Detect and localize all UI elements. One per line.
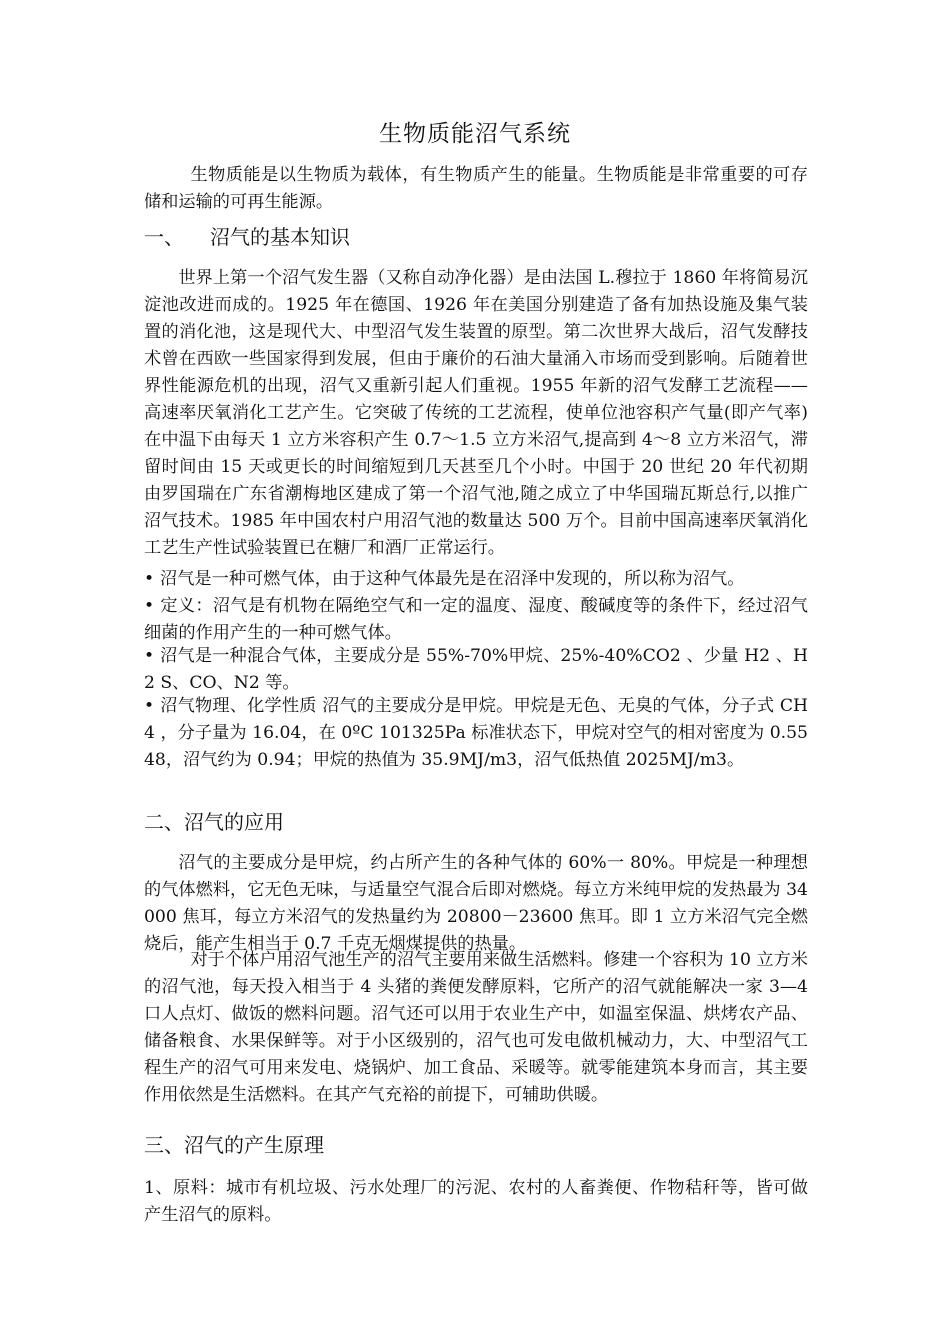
- bullet-dot: •: [144, 696, 155, 716]
- section-1-number: 一、: [144, 225, 184, 249]
- bullet-item: • 沼气是一种可燃气体，由于这种气体最先是在沼泽中发现的，所以称为沼气。: [144, 566, 808, 593]
- bullet-dot: •: [144, 646, 155, 666]
- bullet-dot: •: [144, 569, 155, 589]
- document-title: 生物质能沼气系统: [379, 121, 571, 147]
- section-1-paragraph: 世界上第一个沼气发生器（又称自动净化器）是由法国 L.穆拉于 1860 年将简易沉淀池改进而成的。1925 年在德国、1926 年在美国分别建造了备有加热设施及集气装置的消化池，这是现代大、中型沼气发生装置的原型。第二次世界大战后，沼气发酵技术曾在西欧一些国家得到发展，但由于廉价的石油大量涌入市场而受到影响。后随着世界性能源危机的出现，沼气又重新引起人们重视。1955 年新的沼气发酵工艺流程——高速率厌氧消化工艺产生。它突破了传统的工艺流程，使单位池容积产气量(即产气率)在中温下由每天 1 立方米容积产生 0.7～1.5 立方米沼气,提高到 4～8 立方米沼气，滞留时间由 15 天或更长的时间缩短到几天甚至几个小时。中国于 20 世纪 20 年代初期由罗国瑞在广东省潮梅地区建成了第一个沼气池,随之成立了中华国瑞瓦斯总行,以推广沼气技术。1985 年中国农村户用沼气池的数量达 500 万个。目前中国高速率厌氧消化工艺生产性试验装置已在糖厂和酒厂正常运行。: [144, 268, 808, 558]
- bullet-item: • 定义：沼气是有机物在隔绝空气和一定的温度、湿度、酸碱度等的条件下，经过沼气细菌的作用产生的一种可燃气体。: [144, 593, 808, 647]
- section-1-heading: [144, 223, 808, 251]
- section-2-paragraph-1: 沼气的主要成分是甲烷，约占所产生的各种气体的 60%一 80%。甲烷是一种理想的气体燃料，它无色无味，与适量空气混合后即对燃烧。每立方米纯甲烷的发热最为 34000 焦耳，每立方米沼气的发热量约为 20800－23600 焦耳。即 1 立方米沼气完全燃烧后，能产生相当于 0.7 千克无烟煤提供的热量。: [144, 853, 808, 954]
- section-1-title: 沼气的基本知识: [210, 225, 350, 249]
- section-2-paragraph-2: 对于个体户用沼气池生产的沼气主要用来做生活燃料。修建一个容积为 10 立方米的沼气池，每天投入相当于 4 头猪的粪便发酵原料，它所产的沼气就能解决一家 3—4 口人点灯、做饭的燃料问题。沼气还可以用于农业生产中，如温室保温、烘烤农产品、储备粮食、水果保鲜等。对于小区级别的，沼气也可发电做机械动力，大、中型沼气工程生产的沼气可用来发电、烧锅炉、加工食品、采暖等。就零能建筑本身而言，其主要作用依然是生活燃料。在其产气充裕的前提下，可辅助供暖。: [144, 950, 808, 1105]
- bullet-item: • 沼气是一种混合气体，主要成分是 55%-70%甲烷、25%-40%CO2 、少量 H2 、H2 S、CO、N2 等。: [144, 643, 808, 697]
- intro-paragraph: 生物质能是以生物质为载体，有生物质产生的能量。生物质能是非常重要的可存储和运输的可再生能源。: [144, 165, 808, 212]
- section-3-heading: 三、沼气的产生原理: [144, 1133, 324, 1157]
- bullet-item: • 沼气物理、化学性质 沼气的主要成分是甲烷。甲烷是无色、无臭的气体，分子式 CH4 ，分子量为 16.04，在 0ºC 101325Pa 标准状态下，甲烷对空气的相对密度为 0.5548，沼气约为 0.94；甲烷的热值为 35.9MJ/m3，沼气低热值 2025MJ/m3。: [144, 693, 808, 774]
- section-2-heading: 二、沼气的应用: [144, 810, 284, 834]
- bullet-dot: •: [144, 596, 155, 616]
- section-3-paragraph: 1、原料：城市有机垃圾、污水处理厂的污泥、农村的人畜粪便、作物秸秆等，皆可做产生沼气的原料。: [144, 1178, 808, 1225]
